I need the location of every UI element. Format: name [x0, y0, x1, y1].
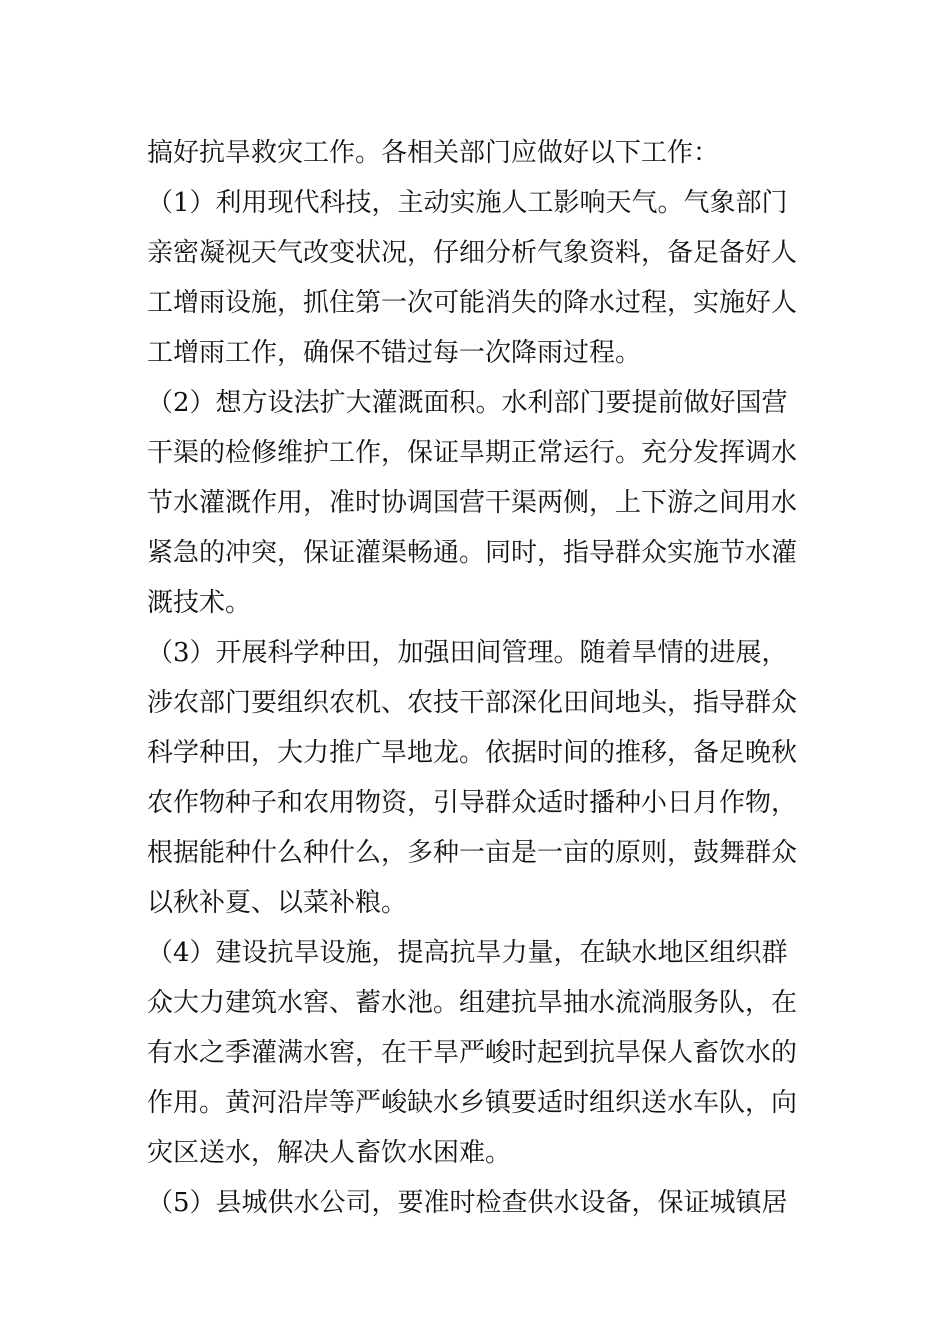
- paragraph-1-line-2: 亲密凝视天气改变状况，仔细分析气象资料，备足备好人: [147, 238, 798, 268]
- paragraph-4-line-2: 众大力建筑水窖、蓄水池。组建抗旱抽水流淌服务队，在: [147, 988, 798, 1018]
- paragraph-3-line-2: 涉农部门要组织农机、农技干部深化田间地头，指导群众: [147, 688, 798, 718]
- paragraph-4-line-4: 作用。黄河沿岸等严峻缺水乡镇要适时组织送水车队，向: [147, 1088, 798, 1118]
- paragraph-3-line-4: 农作物种子和农用物资，引导群众适时播种小日月作物，: [147, 788, 798, 818]
- paragraph-1-line-4: 工增雨工作，确保不错过每一次降雨过程。: [147, 338, 642, 368]
- paragraph-3-line-6: 以秋补夏、以菜补粮。: [147, 888, 408, 918]
- text-line-continuation: 搞好抗旱救灾工作。各相关部门应做好以下工作：: [147, 138, 720, 168]
- paragraph-2-line-1: （2）想方设法扩大灌溉面积。水利部门要提前做好国营: [147, 388, 788, 418]
- paragraph-2-line-4: 紧急的冲突，保证灌渠畅通。同时，指导群众实施节水灌: [147, 538, 798, 568]
- paragraph-3-line-3: 科学种田，大力推广旱地龙。依据时间的推移，备足晚秋: [147, 738, 798, 768]
- paragraph-3-line-5: 根据能种什么种什么，多种一亩是一亩的原则，鼓舞群众: [147, 838, 798, 868]
- paragraph-1-line-1: （1）利用现代科技，主动实施人工影响天气。气象部门: [147, 188, 788, 218]
- paragraph-2-line-3: 节水灌溉作用，准时协调国营干渠两侧，上下游之间用水: [147, 488, 798, 518]
- paragraph-4-line-5: 灾区送水，解决人畜饮水困难。: [147, 1138, 512, 1168]
- paragraph-3-line-1: （3）开展科学种田，加强田间管理。随着旱情的进展，: [147, 638, 788, 668]
- paragraph-2-line-2: 干渠的检修维护工作，保证旱期正常运行。充分发挥调水: [147, 438, 798, 468]
- document-body: [147, 128, 807, 1228]
- paragraph-4-line-3: 有水之季灌满水窖，在干旱严峻时起到抗旱保人畜饮水的: [147, 1038, 798, 1068]
- paragraph-2-line-5: 溉技术。: [147, 588, 252, 618]
- paragraph-5-line-1: （5）县城供水公司，要准时检查供水设备，保证城镇居: [147, 1188, 788, 1218]
- paragraph-4-line-1: （4）建设抗旱设施，提高抗旱力量，在缺水地区组织群: [147, 938, 788, 968]
- paragraph-1-line-3: 工增雨设施，抓住第一次可能消失的降水过程，实施好人: [147, 288, 798, 318]
